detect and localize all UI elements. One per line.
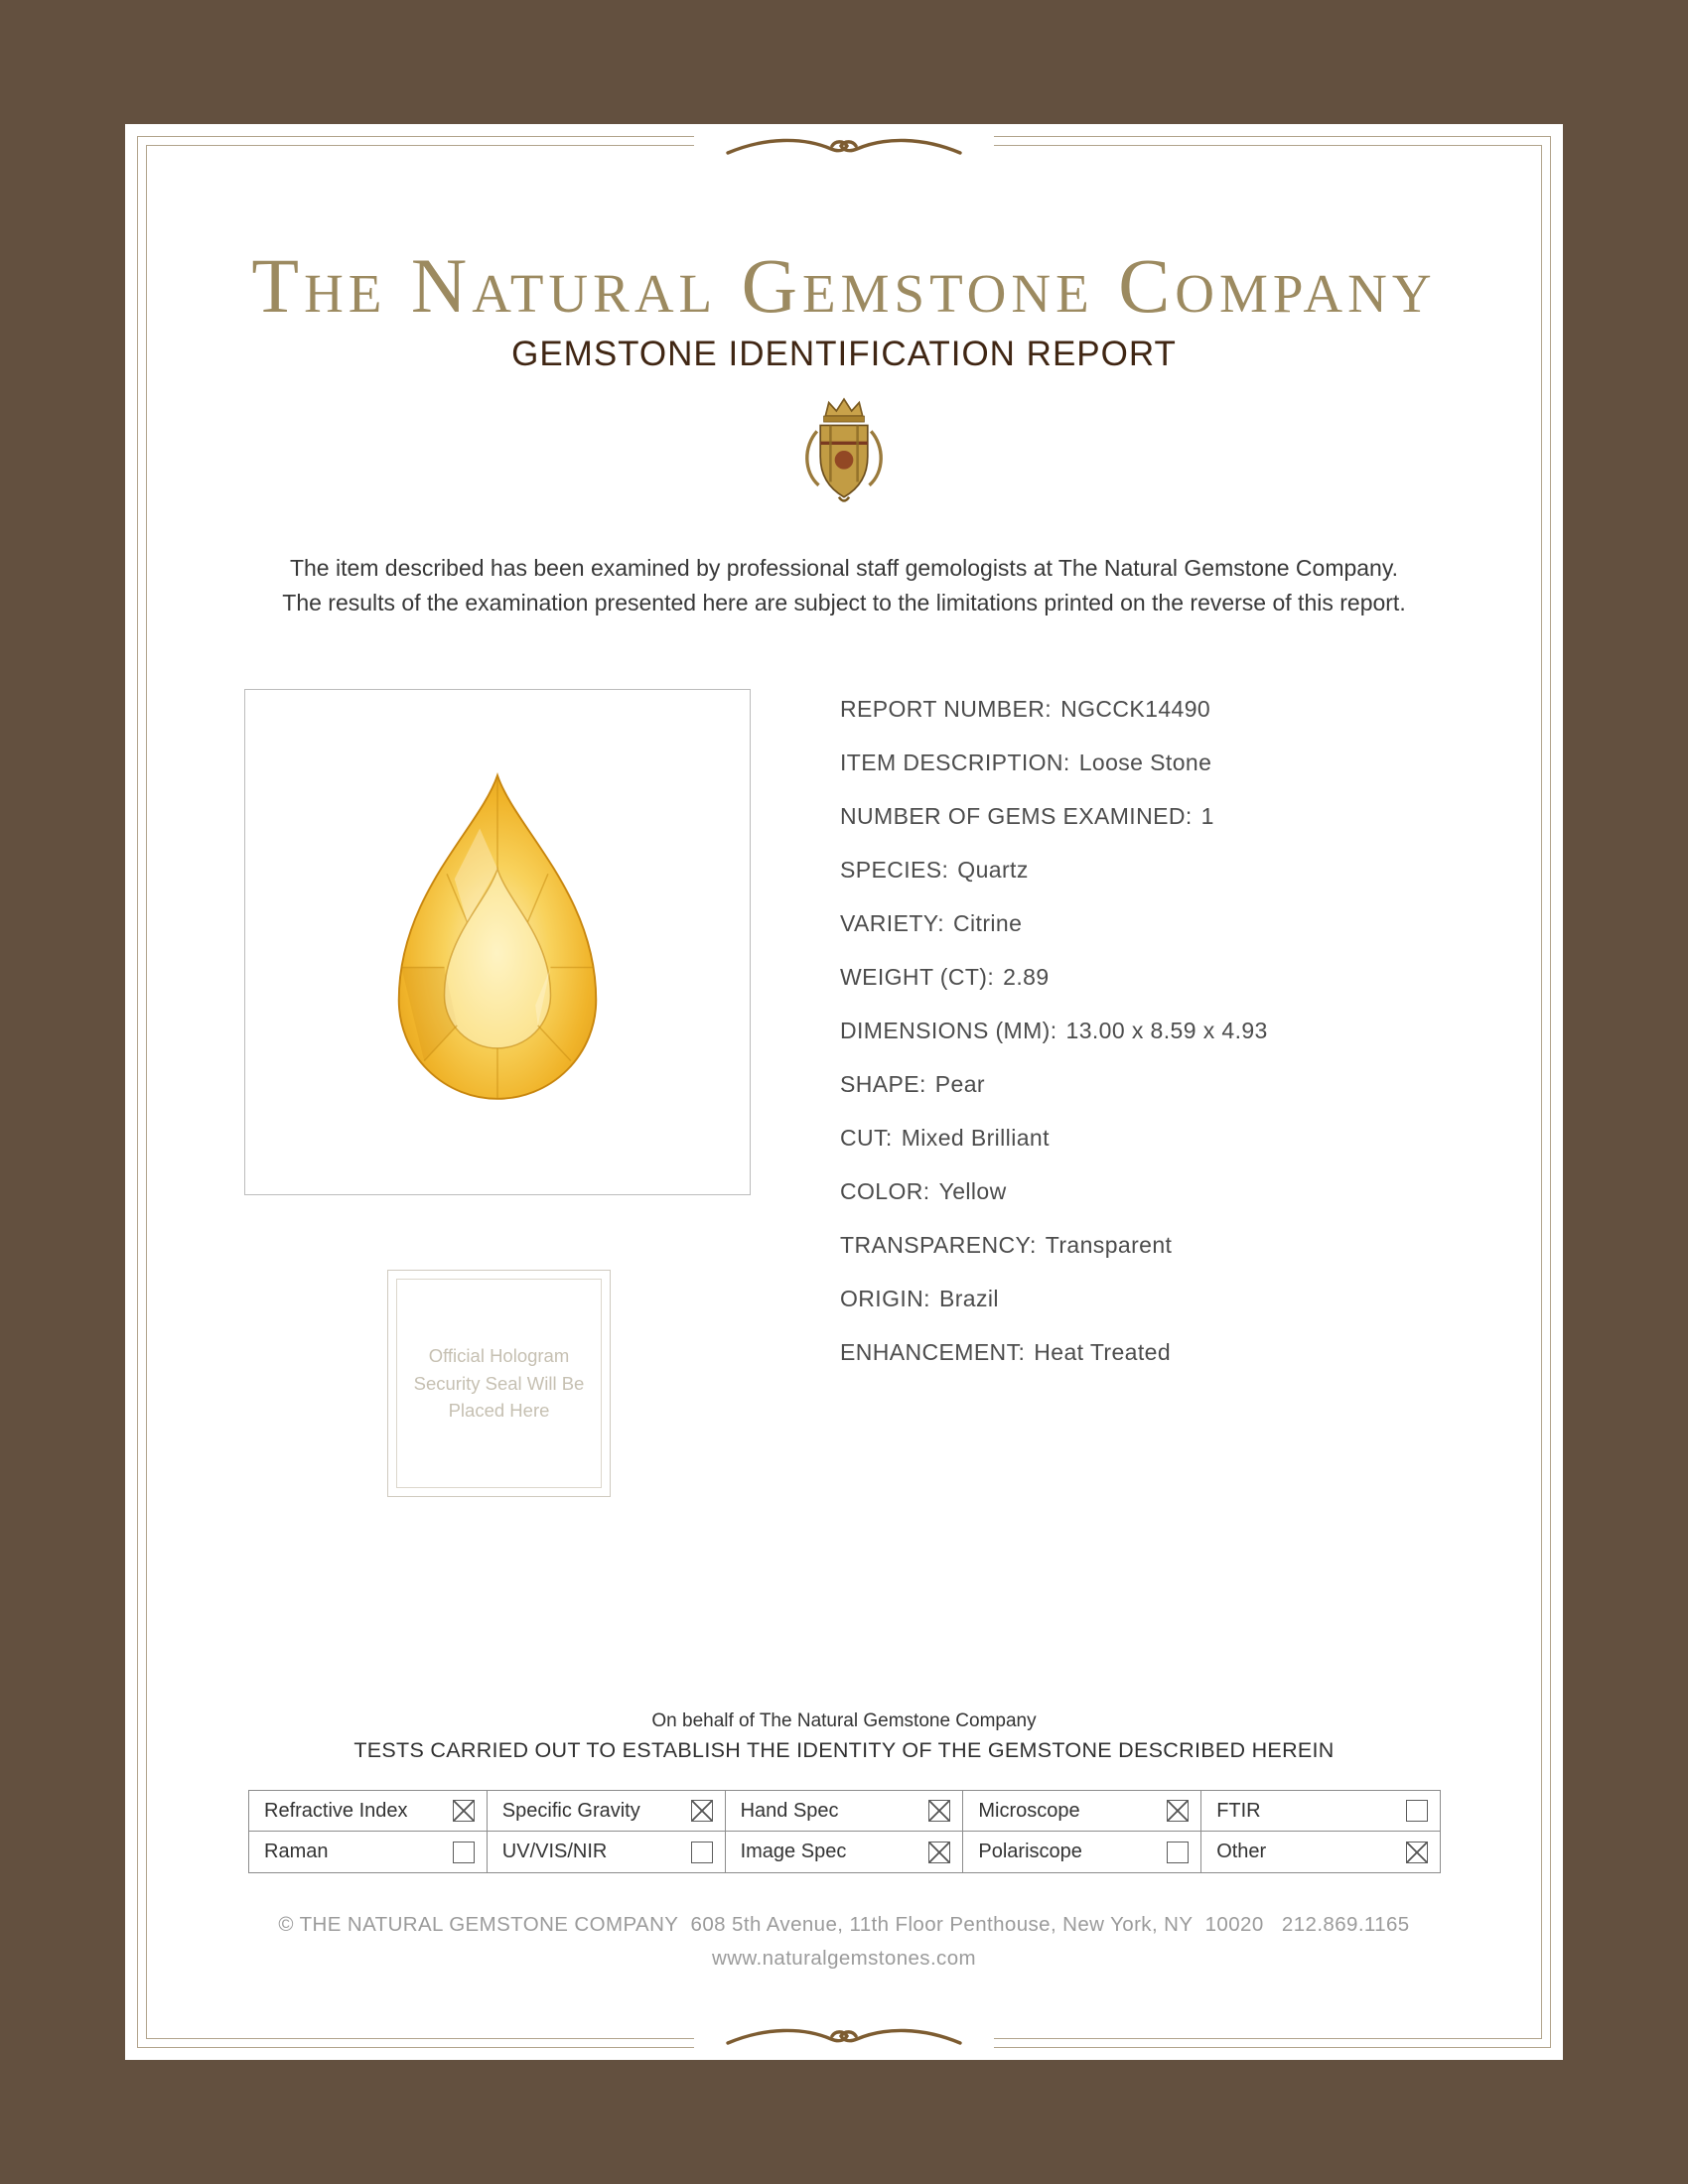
field-species xyxy=(840,843,1268,896)
field-color xyxy=(840,1164,1268,1218)
checkbox-ftir xyxy=(1406,1800,1428,1822)
flourish-icon xyxy=(720,2019,968,2055)
field-value: Pear xyxy=(934,1070,985,1097)
field-label: ENHANCEMENT: xyxy=(840,1338,1026,1365)
test-label: Microscope xyxy=(978,1799,1080,1822)
field-label: VARIETY: xyxy=(840,909,945,936)
test-label: Refractive Index xyxy=(264,1799,408,1822)
test-cell-image-spec xyxy=(726,1832,964,1872)
field-value: Mixed Brilliant xyxy=(901,1124,1050,1151)
company-crest-icon xyxy=(793,394,895,512)
test-label: Hand Spec xyxy=(740,1799,839,1822)
field-value: Transparent xyxy=(1045,1231,1173,1258)
field-label: ITEM DESCRIPTION: xyxy=(840,749,1070,775)
field-value: 2.89 xyxy=(1003,963,1050,990)
field-label: COLOR: xyxy=(840,1177,930,1204)
footer-address: © THE NATURAL GEMSTONE COMPANY 608 5th Avenue, 11th Floor Penthouse, New York, NY 10020 212.869.1165 xyxy=(278,1913,1410,1936)
gem-photo-frame xyxy=(244,689,751,1195)
field-enhancement xyxy=(840,1325,1268,1379)
report-subtitle: GEMSTONE IDENTIFICATION REPORT xyxy=(511,335,1177,373)
report-fields xyxy=(840,682,1268,1379)
checkbox-microscope xyxy=(1167,1800,1189,1822)
field-weight xyxy=(840,950,1268,1004)
test-cell-microscope xyxy=(963,1791,1201,1832)
field-value: Citrine xyxy=(953,909,1023,936)
company-title: The Natural Gemstone Company xyxy=(251,242,1437,329)
field-label: NUMBER OF GEMS EXAMINED: xyxy=(840,802,1193,829)
test-cell-ftir xyxy=(1201,1791,1440,1832)
test-label: Other xyxy=(1216,1841,1267,1862)
field-value: Heat Treated xyxy=(1034,1338,1172,1365)
footer-website: www.naturalgemstones.com xyxy=(712,1947,976,1970)
checkbox-specific-gravity xyxy=(691,1800,713,1822)
test-cell-polariscope xyxy=(963,1832,1201,1872)
hologram-placeholder-text: Official Hologram Security Seal Will Be Placed Here xyxy=(413,1344,585,1422)
field-origin xyxy=(840,1272,1268,1325)
intro-line-2: The results of the examination presented here are subject to the limitations printed on the reverse of this report. xyxy=(282,589,1406,615)
test-label: UV/VIS/NIR xyxy=(501,1841,608,1862)
intro-paragraph xyxy=(125,551,1563,619)
flourish-icon xyxy=(720,129,968,165)
test-cell-hand-spec xyxy=(726,1791,964,1832)
on-behalf-text: On behalf of The Natural Gemstone Company xyxy=(651,1710,1037,1731)
checkbox-refractive-index xyxy=(453,1800,475,1822)
intro-line-1: The item described has been examined by professional staff gemologists at The Natural Gemstone Company. xyxy=(289,555,1399,581)
field-value: NGCCK14490 xyxy=(1060,695,1211,722)
field-label: SHAPE: xyxy=(840,1070,926,1097)
hologram-seal-box xyxy=(387,1270,611,1497)
field-report-number xyxy=(840,682,1268,736)
field-transparency xyxy=(840,1218,1268,1272)
field-label: ORIGIN: xyxy=(840,1285,930,1311)
citrine-gem-image xyxy=(358,752,636,1132)
checkbox-polariscope xyxy=(1167,1842,1189,1863)
field-label: WEIGHT (CT): xyxy=(840,963,995,990)
field-label: CUT: xyxy=(840,1124,893,1151)
tests-heading: TESTS CARRIED OUT TO ESTABLISH THE IDENTITY OF THE GEMSTONE DESCRIBED HEREIN xyxy=(353,1738,1335,1762)
test-label: Image Spec xyxy=(740,1841,847,1862)
test-cell-other xyxy=(1201,1832,1440,1872)
field-variety xyxy=(840,896,1268,950)
test-cell-specific-gravity xyxy=(488,1791,726,1832)
field-label: DIMENSIONS (MM): xyxy=(840,1017,1057,1043)
test-label: FTIR xyxy=(1216,1799,1261,1822)
hologram-seal-inner-frame xyxy=(396,1279,602,1488)
field-label: TRANSPARENCY: xyxy=(840,1231,1037,1258)
field-cut xyxy=(840,1111,1268,1164)
test-label: Raman xyxy=(264,1841,329,1862)
field-value: 1 xyxy=(1200,802,1214,829)
field-value: Quartz xyxy=(957,856,1029,883)
field-label: REPORT NUMBER: xyxy=(840,695,1053,722)
field-value: Loose Stone xyxy=(1078,749,1212,775)
checkbox-raman xyxy=(453,1842,475,1863)
test-cell-uv-vis-nir xyxy=(488,1832,726,1872)
field-label: SPECIES: xyxy=(840,856,949,883)
field-number-of-gems xyxy=(840,789,1268,843)
field-value: 13.00 x 8.59 x 4.93 xyxy=(1065,1017,1268,1043)
test-cell-raman xyxy=(249,1832,488,1872)
test-cell-refractive-index xyxy=(249,1791,488,1832)
tests-table xyxy=(248,1790,1441,1873)
bottom-flourish-ornament xyxy=(694,2019,994,2055)
field-shape xyxy=(840,1057,1268,1111)
field-item-description xyxy=(840,736,1268,789)
test-label: Polariscope xyxy=(978,1841,1082,1862)
certificate-sheet xyxy=(125,124,1563,2060)
checkbox-other xyxy=(1406,1842,1428,1863)
field-dimensions xyxy=(840,1004,1268,1057)
test-label: Specific Gravity xyxy=(501,1799,640,1822)
checkbox-image-spec xyxy=(928,1842,950,1863)
field-value: Yellow xyxy=(938,1177,1007,1204)
checkbox-uv-vis-nir xyxy=(691,1842,713,1863)
field-value: Brazil xyxy=(938,1285,999,1311)
checkbox-hand-spec xyxy=(928,1800,950,1822)
top-flourish-ornament xyxy=(694,129,994,165)
